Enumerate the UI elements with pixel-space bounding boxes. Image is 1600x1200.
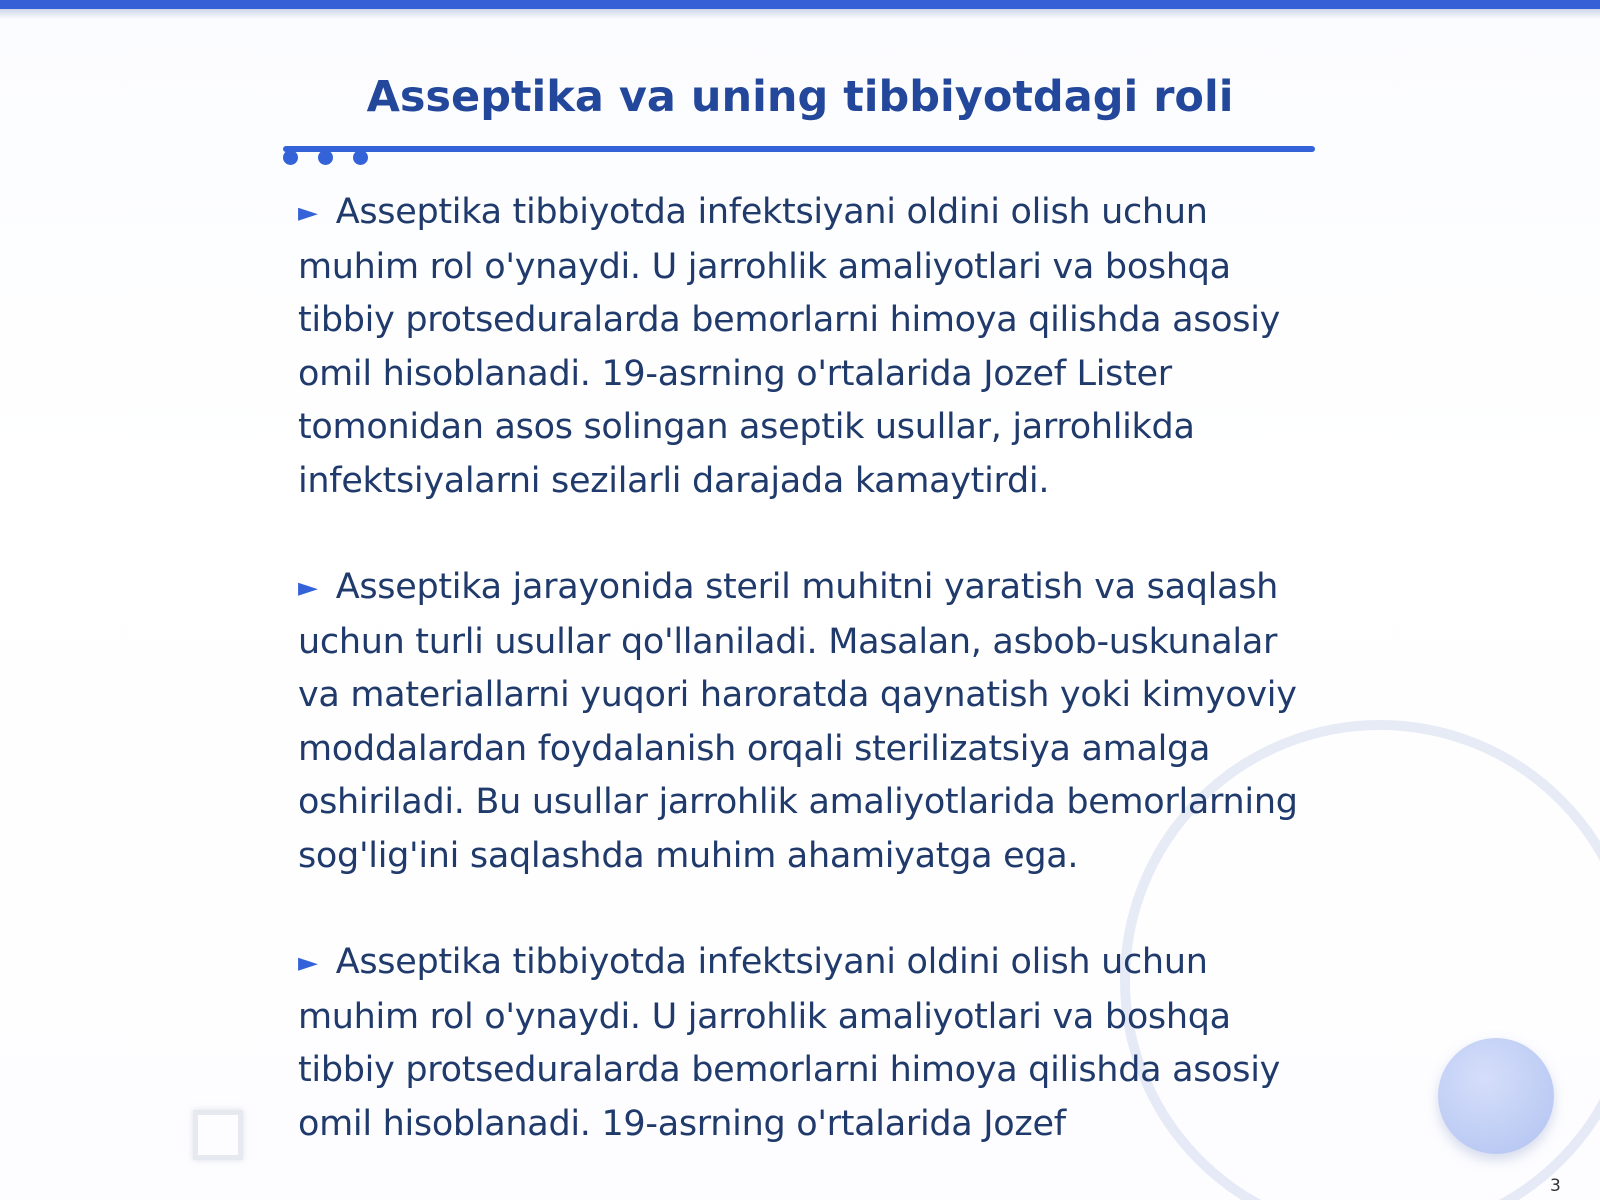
page-number: 3 [1550,1176,1561,1196]
bullet-paragraph [298,186,1308,508]
top-accent-bar [0,0,1600,9]
bullet-paragraph [298,936,1308,1151]
decorative-dot [353,150,368,165]
top-bar-shadow [0,9,1600,19]
play-triangle-icon: ► [298,573,318,603]
play-triangle-icon: ► [298,948,318,978]
decorative-square [193,1110,243,1160]
decorative-circle [1438,1038,1554,1154]
bullet-paragraph [298,561,1308,883]
slide-title: Asseptika va uning tibbiyotdagi roli [366,72,1234,122]
paragraph-text: Asseptika jarayonida steril muhitni yaratish va saqlash uchun turli usullar qo'llaniladi. Masalan, asbob-uskunalar va materiallarni yuqori haroratda qaynatish yoki kimyoviy moddalardan foydalanish orqali sterilizatsiya amalga oshiriladi. Bu usullar jarrohlik amaliyotlarida bemorlarning sog'lig'ini saqlashda muhim ahamiyatga ega. [298,567,1298,876]
decorative-dot [318,150,333,165]
play-triangle-icon: ► [298,198,318,228]
decorative-dot [283,150,298,165]
title-underline [283,146,1315,152]
paragraph-text: Asseptika tibbiyotda infektsiyani oldini olish uchun muhim rol o'ynaydi. U jarrohlik amaliyotlari va boshqa tibbiy protseduralarda bemorlarni himoya qilishda asosiy omil hisoblanadi. 19-asrning o'rtalarida Jozef Lister tomonidan asos solingan aseptik usullar, jarrohlikda infektsiyalarni sezilarli darajada kamaytirdi. [298,192,1281,501]
paragraph-text: Asseptika tibbiyotda infektsiyani oldini olish uchun muhim rol o'ynaydi. U jarrohlik amaliyotlari va boshqa tibbiy protseduralarda bemorlarni himoya qilishda asosiy omil hisoblanadi. 19-asrning o'rtalarida Jozef [298,942,1281,1144]
bullet-list [298,186,1308,1200]
